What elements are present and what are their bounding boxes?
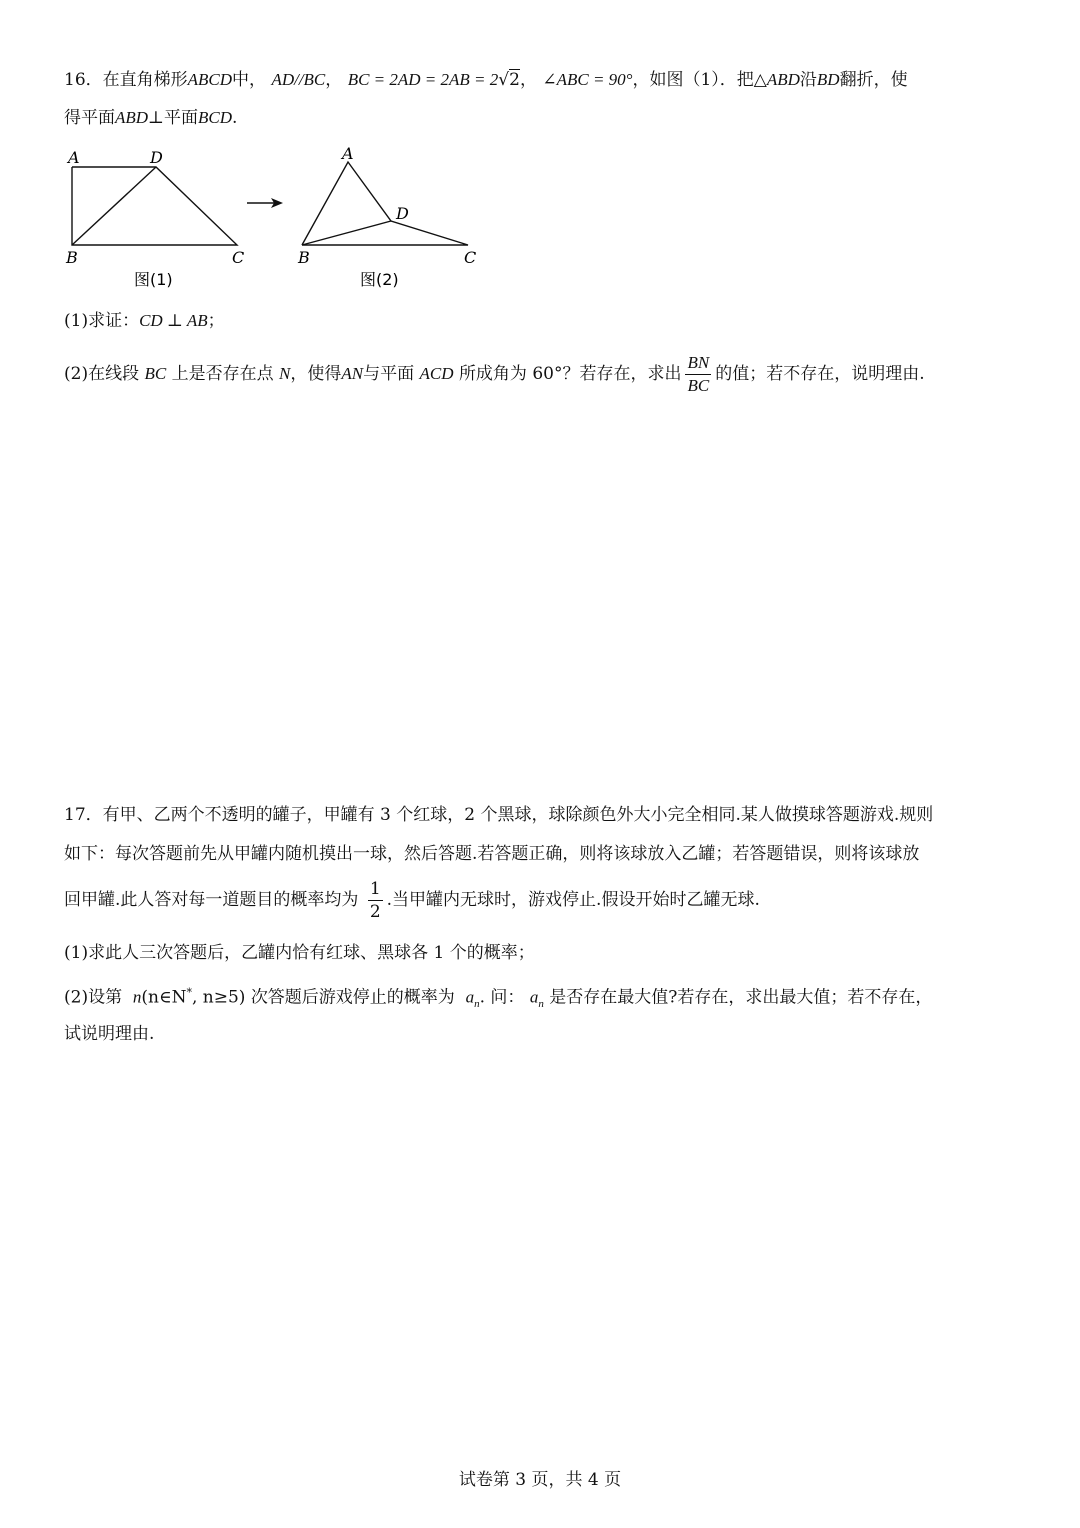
label-a: A — [68, 148, 80, 167]
sqrt-symbol: √ — [498, 70, 510, 90]
q17-part2: (2)设第 n(n∈N*, n≥5) 次答题后游戏停止的概率为 $a_n$. 问： $a_n$ 是否存在最大值?若存在，求出最大值；若不存在， — [64, 986, 933, 1011]
label-a: A — [342, 145, 354, 163]
page-footer: 试卷第 3 页，共 4 页 — [458, 1470, 622, 1490]
folded-outline — [302, 162, 468, 245]
caption-fig1: 图(1) — [134, 270, 173, 289]
edge-bd — [302, 221, 391, 245]
caption-fig2: 图(2) — [360, 270, 399, 289]
q16-number: 16 — [64, 70, 86, 90]
label-b: B — [66, 248, 78, 267]
label-c: C — [232, 248, 245, 267]
q17-part2-cont: 试说明理由. — [64, 1024, 155, 1044]
label-c: C — [464, 248, 477, 267]
label-d: D — [396, 204, 409, 223]
fraction-half: $\frac{1}{2}$ — [369, 879, 381, 922]
diagonal-bd — [72, 167, 156, 245]
q17-line2: 如下：每次答题前先从甲罐内随机摸出一球，然后答题.若答题正确，则将该球放入乙罐；若答题错误，则将该球放 — [64, 844, 920, 864]
q16-line2: 得平面ABD⊥平面BCD. — [64, 108, 238, 128]
arrow-icon — [245, 195, 287, 211]
q17-part1: (1)求此人三次答题后，乙罐内恰有红球、黑球各 1 个的概率； — [64, 943, 535, 963]
q16-part1: (1)求证：CD ⊥ AB； — [64, 311, 225, 331]
figure-1-trapezoid — [62, 145, 262, 293]
q16-part2: (2)在线段 BC 上是否存在点 N，使得AN与平面 ACD 所成角为 60°？若存在，求出 $\frac{BN}{BC}$ 的值；若不存在，说明理由. — [64, 353, 925, 395]
figure-2-folded — [292, 145, 492, 293]
q17-line3: 回甲罐.此人答对每一道题目的概率均为 $\frac{1}{2}$ .当甲罐内无球时，游戏停止.假设开始时乙罐无球. — [64, 879, 760, 922]
q16-line1: 16．在直角梯形ABCD中， AD//BC， BC = 2AD = 2AB = 2√2， ∠ABC = 90°，如图（1）．把△ABD沿BD翻折，使 — [64, 70, 908, 90]
label-b: B — [298, 248, 310, 267]
fraction-bn-bc: $\frac{BN}{BC}$ — [687, 353, 710, 395]
q17-line1: 17．有甲、乙两个不透明的罐子，甲罐有 3 个红球，2 个黑球，球除颜色外大小完全相同.某人做摸球答题游戏.规则 — [64, 805, 934, 825]
trapezoid-outline — [72, 167, 237, 245]
label-d: D — [150, 148, 163, 167]
